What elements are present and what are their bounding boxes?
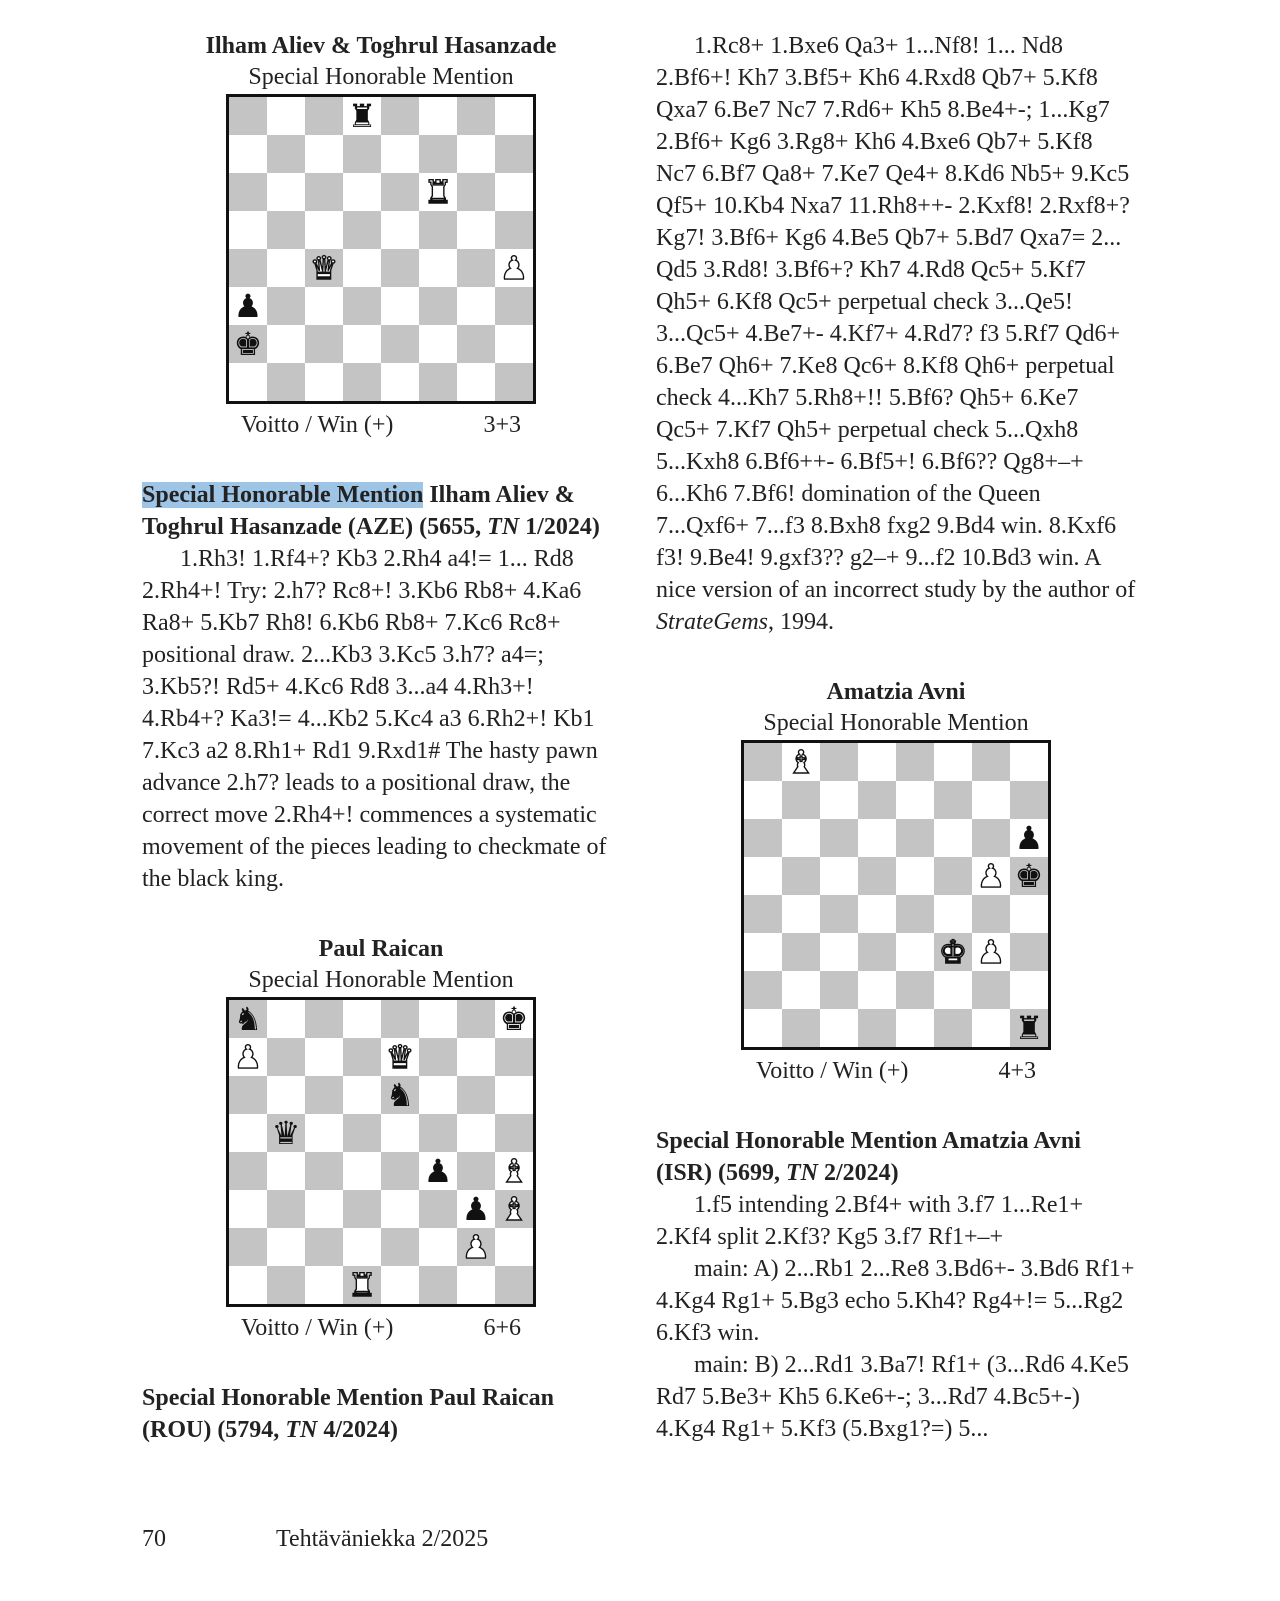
black-king-icon: ♚	[233, 325, 263, 363]
square-f8	[419, 97, 457, 135]
square-d1	[343, 1266, 381, 1304]
square-e7	[896, 781, 934, 819]
square-h1	[1010, 1009, 1048, 1047]
square-a3	[744, 933, 782, 971]
square-b8	[267, 97, 305, 135]
article-body	[656, 30, 1136, 638]
square-e7	[381, 135, 419, 173]
square-g7	[972, 781, 1010, 819]
square-g2	[457, 325, 495, 363]
square-h2	[495, 1228, 533, 1266]
square-h3	[495, 1190, 533, 1228]
square-b6	[782, 819, 820, 857]
square-e4	[381, 1152, 419, 1190]
square-h2	[495, 325, 533, 363]
square-c2	[305, 325, 343, 363]
diagram-result: Voitto / Win (+)	[241, 1315, 394, 1341]
square-b8	[782, 743, 820, 781]
square-f7	[419, 1038, 457, 1076]
square-d7	[343, 135, 381, 173]
square-e8	[381, 97, 419, 135]
square-a4	[229, 1152, 267, 1190]
square-c8	[305, 97, 343, 135]
square-d2	[343, 325, 381, 363]
square-c7	[305, 135, 343, 173]
square-e6	[381, 1076, 419, 1114]
square-c1	[305, 363, 343, 401]
square-c8	[305, 1000, 343, 1038]
square-c1	[305, 1266, 343, 1304]
square-f5	[419, 1114, 457, 1152]
square-h6	[495, 173, 533, 211]
square-a6	[744, 819, 782, 857]
square-g3	[457, 287, 495, 325]
square-c4	[305, 1152, 343, 1190]
solution-text: main: B) 2...Rd1 3.Ba7! Rf1+ (3...Rd6 4.Ke5 Rd7 5.Be3+ Kh5 6.Ke6+-; 3...Rd7 4.Bc5+-) 4.Kg4 Rg1+ 5.Kf3 (5.Bxg1?=) 5...	[656, 1352, 1129, 1442]
solution-text: 1.f5 intending 2.Bf4+ with 3.f7 1...Re1+ 2.Kf4 split 2.Kf3? Kg5 3.f7 Rf1+–+	[656, 1192, 1084, 1250]
square-e8	[896, 743, 934, 781]
square-e6	[896, 819, 934, 857]
square-g2	[972, 971, 1010, 1009]
square-c3	[305, 1190, 343, 1228]
square-g1	[457, 1266, 495, 1304]
square-f1	[419, 363, 457, 401]
white-bishop-icon: ♝	[786, 743, 816, 781]
diagram-author: Paul Raican	[318, 936, 444, 962]
black-pawn-icon: ♟	[1014, 819, 1044, 857]
square-b2	[267, 325, 305, 363]
diagram-caption	[241, 412, 521, 439]
square-e3	[381, 1190, 419, 1228]
square-c1	[820, 1009, 858, 1047]
square-h8	[1010, 743, 1048, 781]
square-a3	[229, 287, 267, 325]
square-g6	[457, 173, 495, 211]
diagram-author: Ilham Aliev & Toghrul Hasanzade	[205, 33, 557, 59]
square-b6	[267, 173, 305, 211]
square-f8	[419, 1000, 457, 1038]
chess-board	[741, 740, 1051, 1050]
square-h4	[1010, 895, 1048, 933]
highlighted-text: Special Honorable Mention	[142, 482, 424, 508]
square-f6	[419, 173, 457, 211]
square-h3	[495, 287, 533, 325]
square-f6	[934, 819, 972, 857]
square-a8	[229, 97, 267, 135]
square-a4	[744, 895, 782, 933]
square-b3	[267, 1190, 305, 1228]
square-g6	[457, 1076, 495, 1114]
square-h3	[1010, 933, 1048, 971]
square-c2	[820, 971, 858, 1009]
square-b4	[782, 895, 820, 933]
page-number: 70	[142, 1526, 166, 1552]
diagram-aliev-hasanzade	[142, 30, 620, 439]
square-h5	[495, 211, 533, 249]
square-f3	[934, 933, 972, 971]
square-b1	[267, 1266, 305, 1304]
square-e1	[896, 1009, 934, 1047]
square-e5	[381, 211, 419, 249]
square-a8	[229, 1000, 267, 1038]
square-a2	[229, 1228, 267, 1266]
solution-text: 1.Rh3! 1.Rf4+? Kb3 2.Rh4 a4!= 1... Rd8 2.Rh4+! Try: 2.h7? Rc8+! 3.Kb6 Rb8+ 4.Ka6 Ra8+ 5.Kb7 Rh8! 6.Kb6 Rb8+ 7.Kc6 Rc8+ positional draw. 2...Kb3 3.Kc5 3.h7? a4=; 3.Kb5?! Rd5+ 4.Kc6 Rd8 3...a4 4.Rh3+! 4.Rb4+? Ka3!= 4...Kb2 5.Kc4 a3 6.Rh2+! Kb1 7.Kc3 a2 8.Rh1+ Rd1 9.Rxd1# The hasty pawn advance 2.h7? leads to a positional draw, the correct move 2.Rh4+! commences a systematic movement of the pieces leading to checkmate of the black king.	[142, 546, 607, 892]
white-king-icon: ♚	[938, 933, 968, 971]
square-h6	[1010, 819, 1048, 857]
square-d7	[343, 1038, 381, 1076]
square-b2	[267, 1228, 305, 1266]
square-c7	[305, 1038, 343, 1076]
square-a6	[229, 1076, 267, 1114]
square-f2	[419, 1228, 457, 1266]
square-d6	[858, 819, 896, 857]
square-a2	[229, 325, 267, 363]
square-h2	[1010, 971, 1048, 1009]
square-h4	[495, 249, 533, 287]
square-g4	[457, 249, 495, 287]
square-b7	[782, 781, 820, 819]
square-b1	[267, 363, 305, 401]
square-g5	[457, 211, 495, 249]
square-g5	[457, 1114, 495, 1152]
square-h1	[495, 363, 533, 401]
white-bishop-icon: ♝	[499, 1190, 529, 1228]
square-f1	[934, 1009, 972, 1047]
black-pawn-icon: ♟	[233, 287, 263, 325]
square-c6	[820, 819, 858, 857]
square-a1	[744, 1009, 782, 1047]
square-b5	[782, 857, 820, 895]
square-d5	[858, 857, 896, 895]
square-f8	[934, 743, 972, 781]
square-b7	[267, 135, 305, 173]
square-d8	[343, 97, 381, 135]
white-rook-icon: ♜	[347, 1266, 377, 1304]
square-c8	[820, 743, 858, 781]
square-a8	[744, 743, 782, 781]
square-d4	[858, 895, 896, 933]
square-a7	[744, 781, 782, 819]
square-d3	[343, 1190, 381, 1228]
solution-text: main: A) 2...Rb1 2...Re8 3.Bd6+- 3.Bd6 Rf1+ 4.Kg4 Rg1+ 5.Bg3 echo 5.Kh4? Rg4+!= 5...Rg2 6.Kf3 win.	[656, 1256, 1135, 1346]
article-body	[142, 543, 620, 895]
square-c6	[305, 173, 343, 211]
square-e6	[381, 173, 419, 211]
diagram-author: Amatzia Avni	[826, 679, 966, 705]
square-h8	[495, 97, 533, 135]
square-h5	[1010, 857, 1048, 895]
diagram-result: Voitto / Win (+)	[241, 412, 394, 438]
black-pawn-icon: ♟	[423, 1152, 453, 1190]
left-column	[142, 30, 620, 1446]
square-g2	[457, 1228, 495, 1266]
white-pawn-icon: ♟	[233, 1038, 263, 1076]
square-d5	[343, 1114, 381, 1152]
square-c5	[305, 211, 343, 249]
diagram-award: Special Honorable Mention	[248, 64, 514, 90]
square-b4	[267, 1152, 305, 1190]
square-e2	[896, 971, 934, 1009]
white-rook-icon: ♜	[423, 173, 453, 211]
square-c5	[305, 1114, 343, 1152]
black-knight-icon: ♞	[233, 1000, 263, 1038]
chess-board	[226, 94, 536, 404]
square-f2	[934, 971, 972, 1009]
black-rook-icon: ♜	[347, 97, 377, 135]
square-d1	[858, 1009, 896, 1047]
black-knight-icon: ♞	[385, 1076, 415, 1114]
square-b8	[267, 1000, 305, 1038]
white-queen-icon: ♛	[385, 1038, 415, 1076]
square-h5	[495, 1114, 533, 1152]
diagram-raican	[142, 933, 620, 1342]
square-h1	[495, 1266, 533, 1304]
square-c6	[305, 1076, 343, 1114]
diagram-result: Voitto / Win (+)	[756, 1058, 909, 1084]
square-e1	[381, 363, 419, 401]
magazine-issue: Tehtäväniekka 2/2025	[276, 1526, 489, 1552]
square-f2	[419, 325, 457, 363]
square-g8	[457, 1000, 495, 1038]
square-b4	[267, 249, 305, 287]
square-d8	[858, 743, 896, 781]
square-d3	[858, 933, 896, 971]
square-b1	[782, 1009, 820, 1047]
square-f4	[419, 249, 457, 287]
square-g4	[457, 1152, 495, 1190]
square-g4	[972, 895, 1010, 933]
white-queen-icon: ♛	[309, 249, 339, 287]
square-c3	[820, 933, 858, 971]
diagram-piece-count: 4+3	[998, 1058, 1036, 1084]
square-d6	[343, 173, 381, 211]
square-e2	[381, 325, 419, 363]
square-g5	[972, 857, 1010, 895]
square-g6	[972, 819, 1010, 857]
square-h4	[495, 1152, 533, 1190]
square-f5	[934, 857, 972, 895]
square-g7	[457, 135, 495, 173]
square-f4	[934, 895, 972, 933]
square-d2	[343, 1228, 381, 1266]
square-e4	[381, 249, 419, 287]
square-d4	[343, 1152, 381, 1190]
square-d7	[858, 781, 896, 819]
square-g3	[457, 1190, 495, 1228]
black-queen-icon: ♛	[271, 1114, 301, 1152]
white-pawn-icon: ♟	[499, 249, 529, 287]
square-f3	[419, 1190, 457, 1228]
square-a2	[744, 971, 782, 1009]
diagram-award: Special Honorable Mention	[763, 710, 1029, 736]
square-d6	[343, 1076, 381, 1114]
square-a7	[229, 135, 267, 173]
square-e8	[381, 1000, 419, 1038]
article-heading: Special Honorable Mention Amatzia Avni (ISR) (5699, TN 2/2024)	[656, 1128, 1081, 1186]
square-d3	[343, 287, 381, 325]
square-a4	[229, 249, 267, 287]
square-h7	[1010, 781, 1048, 819]
article-body	[656, 1189, 1136, 1445]
square-c4	[820, 895, 858, 933]
square-b7	[267, 1038, 305, 1076]
square-b3	[267, 287, 305, 325]
square-d5	[343, 211, 381, 249]
square-a1	[229, 1266, 267, 1304]
square-b6	[267, 1076, 305, 1114]
square-c4	[305, 249, 343, 287]
square-d8	[343, 1000, 381, 1038]
square-g1	[972, 1009, 1010, 1047]
article-heading: Special Honorable Mention Paul Raican (ROU) (5794, TN 4/2024)	[142, 1385, 555, 1443]
chess-board	[226, 997, 536, 1307]
square-h6	[495, 1076, 533, 1114]
square-e2	[381, 1228, 419, 1266]
black-pawn-icon: ♟	[461, 1190, 491, 1228]
square-b5	[267, 1114, 305, 1152]
solution-text: 1.Rc8+ 1.Bxe6 Qa3+ 1...Nf8! 1... Nd8 2.Bf6+! Kh7 3.Bf5+ Kh6 4.Rxd8 Qb7+ 5.Kf8 Qxa7 6.Be7 Nc7 7.Rd6+ Kh5 8.Be4+-; 1...Kg7 2.Bf6+ Kg6 3.Rg8+ Kh6 4.Bxe6 Qb7+ 5.Kf8 Nc7 6.Bf7 Qa8+ 7.Ke7 Qe4+ 8.Kd6 Nb5+ 9.Kc5 Qf5+ 10.Kb4 Nxa7 11.Rh8++- 2.Kxf8! 2.Rxf8+? Kg7! 3.Bf6+ Kg6 4.Be5 Qb7+ 5.Bd7 Qxa7= 2... Qd5 3.Rd8! 3.Bf6+? Kh7 4.Rd8 Qc5+ 5.Kf7 Qh5+ 6.Kf8 Qc5+ perpetual check 3...Qe5! 3...Qc5+ 4.Be7+- 4.Kf7+ 4.Rd7? f3 5.Rf7 Qd6+ 6.Be7 Qh6+ 7.Ke8 Qc6+ 8.Kf8 Qh6+ perpetual check 4...Kh7 5.Rh8+!! 5.Bf6? Qh5+ 6.Ke7 Qc5+ 7.Kf7 Qh5+ perpetual check 5...Qxh8 5...Kxh8 6.Bf6++- 6.Bf5+! 6.Bf6?? Qg8+–+ 6...Kh6 7.Bf6! domination of the Queen 7...Qxf6+ 7...f3 8.Bxh8 fxg2 9.Bd4 win. 8.Kxf6 f3! 9.Be4! 9.gxf3?? g2–+ 9...f2 10.Bd3 win. A nice version of an incorrect study by the author of StrateGems, 1994.	[656, 33, 1136, 635]
square-g7	[457, 1038, 495, 1076]
square-f5	[419, 211, 457, 249]
white-pawn-icon: ♟	[461, 1228, 491, 1266]
right-column	[656, 30, 1136, 1445]
white-bishop-icon: ♝	[499, 1152, 529, 1190]
square-d4	[343, 249, 381, 287]
square-c7	[820, 781, 858, 819]
square-f4	[419, 1152, 457, 1190]
article-heading: Special Honorable Mention Ilham Aliev & Toghrul Hasanzade (AZE) (5655, TN 1/2024)	[142, 482, 600, 540]
square-g8	[972, 743, 1010, 781]
square-e5	[896, 857, 934, 895]
square-c5	[820, 857, 858, 895]
square-a5	[229, 1114, 267, 1152]
square-f6	[419, 1076, 457, 1114]
square-b2	[782, 971, 820, 1009]
square-e5	[381, 1114, 419, 1152]
square-d2	[858, 971, 896, 1009]
square-a5	[744, 857, 782, 895]
square-c3	[305, 287, 343, 325]
black-king-icon: ♚	[1014, 857, 1044, 895]
black-rook-icon: ♜	[1014, 1009, 1044, 1047]
square-h8	[495, 1000, 533, 1038]
diagram-avni	[656, 676, 1136, 1085]
square-f3	[419, 287, 457, 325]
square-a3	[229, 1190, 267, 1228]
square-g1	[457, 363, 495, 401]
square-e7	[381, 1038, 419, 1076]
square-f1	[419, 1266, 457, 1304]
square-d1	[343, 363, 381, 401]
square-h7	[495, 1038, 533, 1076]
square-g3	[972, 933, 1010, 971]
square-h7	[495, 135, 533, 173]
square-b3	[782, 933, 820, 971]
white-pawn-icon: ♟	[976, 933, 1006, 971]
square-a1	[229, 363, 267, 401]
square-b5	[267, 211, 305, 249]
square-a6	[229, 173, 267, 211]
diagram-piece-count: 3+3	[483, 412, 521, 438]
square-g8	[457, 97, 495, 135]
square-c2	[305, 1228, 343, 1266]
square-e1	[381, 1266, 419, 1304]
diagram-caption	[756, 1058, 1036, 1085]
square-e3	[896, 933, 934, 971]
diagram-award: Special Honorable Mention	[248, 967, 514, 993]
page-footer	[142, 1526, 488, 1553]
white-pawn-icon: ♟	[976, 857, 1006, 895]
diagram-caption	[241, 1315, 521, 1342]
diagram-piece-count: 6+6	[483, 1315, 521, 1341]
square-a7	[229, 1038, 267, 1076]
square-f7	[419, 135, 457, 173]
black-king-icon: ♚	[499, 1000, 529, 1038]
square-f7	[934, 781, 972, 819]
square-a5	[229, 211, 267, 249]
square-e3	[381, 287, 419, 325]
square-e4	[896, 895, 934, 933]
